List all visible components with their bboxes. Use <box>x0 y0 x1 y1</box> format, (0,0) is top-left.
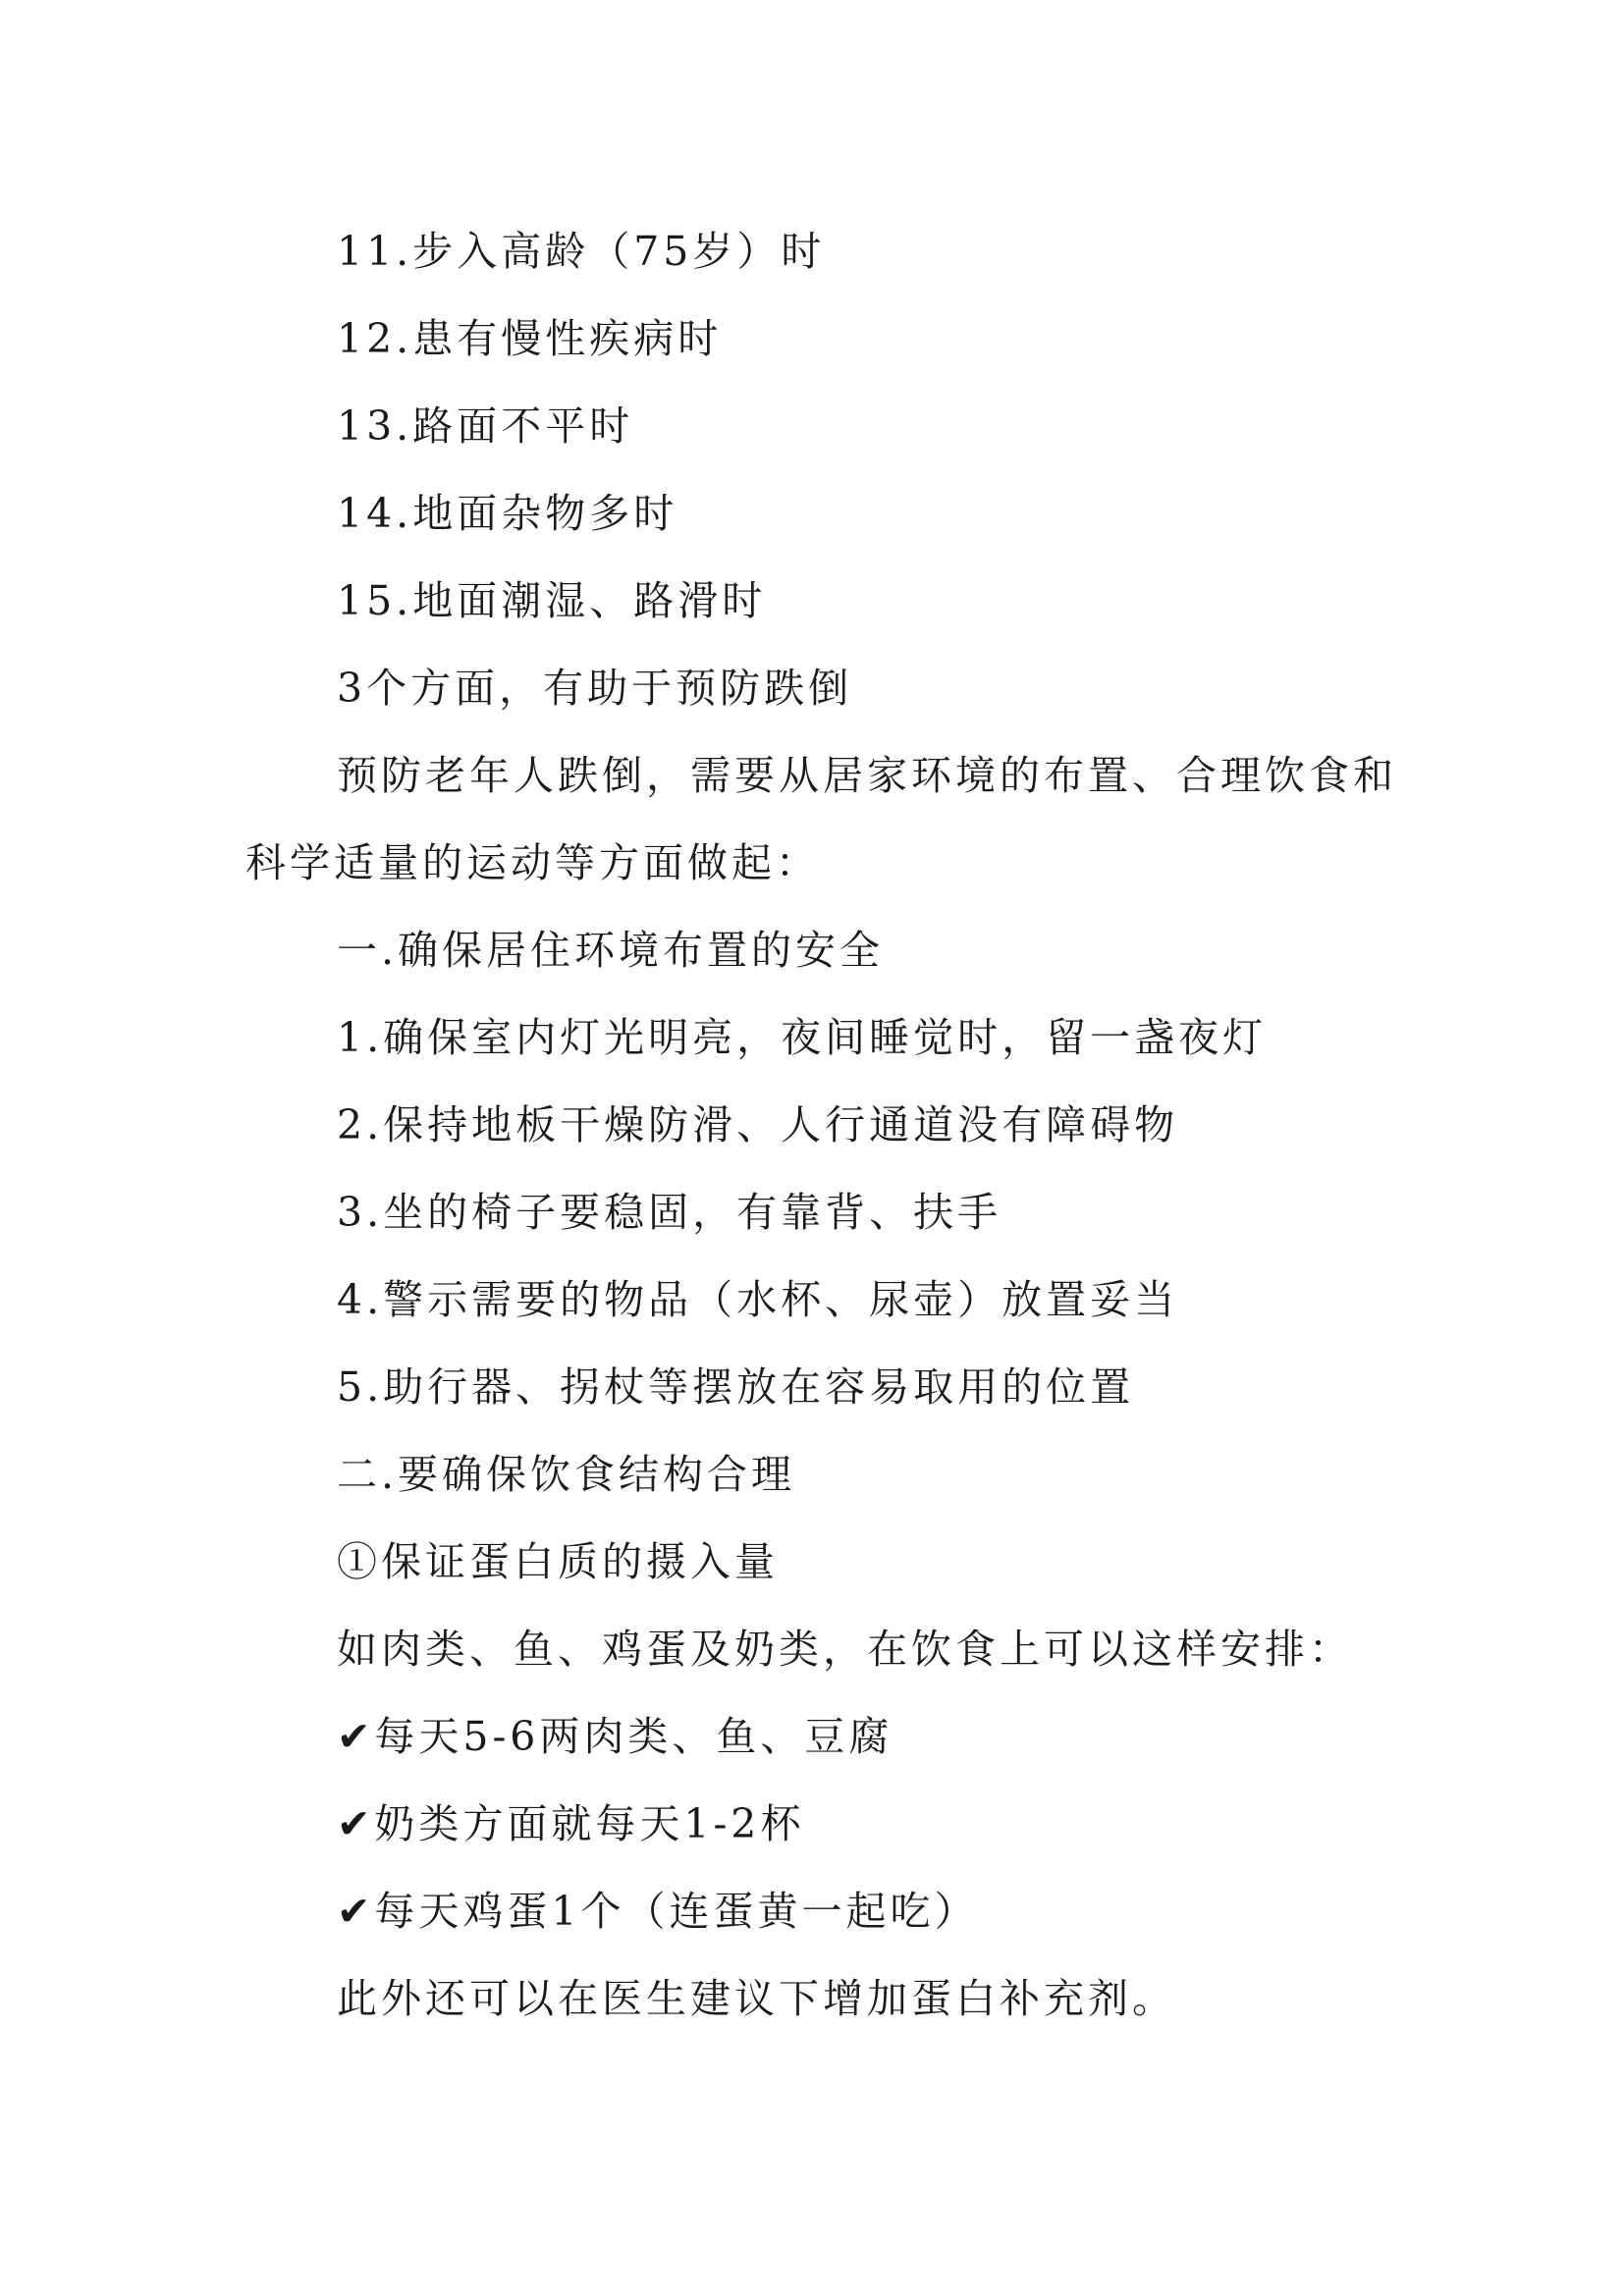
paragraph-line-continued: 科学适量的运动等方面做起： <box>245 839 820 886</box>
paragraph-line: 13.路面不平时 <box>337 402 634 450</box>
paragraph-line: 12.患有慢性疾病时 <box>337 315 723 362</box>
paragraph-line: 14.地面杂物多时 <box>337 490 678 537</box>
paragraph-line: 3.坐的椅子要稳固，有靠背、扶手 <box>337 1189 1002 1236</box>
check-list-item: ✔每天鸡蛋1个（连蛋黄一起吃） <box>337 1888 979 1935</box>
paragraph-line: 1.确保室内灯光明亮，夜间睡觉时，留一盏夜灯 <box>337 1014 1268 1061</box>
document-body <box>245 222 1397 2056</box>
paragraph-line: 此外还可以在医生建议下增加蛋白补充剂。 <box>337 1975 1176 2022</box>
paragraph-line: 4.警示需要的物品（水杯、尿壶）放置妥当 <box>337 1276 1179 1323</box>
paragraph-line: 如肉类、鱼、鸡蛋及奶类，在饮食上可以这样安排： <box>337 1626 1353 1673</box>
check-list-item: ✔奶类方面就每天1-2杯 <box>337 1800 805 1847</box>
paragraph-line: 15.地面潮湿、路滑时 <box>337 577 767 624</box>
paragraph-line: 预防老年人跌倒，需要从居家环境的布置、合理饮食和 <box>337 752 1397 799</box>
section-heading: 3个方面，有助于预防跌倒 <box>337 665 853 712</box>
check-list-item: ✔每天5-6两肉类、鱼、豆腐 <box>337 1713 893 1760</box>
section-heading: 二.要确保饮食结构合理 <box>337 1451 796 1498</box>
section-heading: 一.确保居住环境布置的安全 <box>337 927 885 974</box>
paragraph-line: 5.助行器、拐杖等摆放在容易取用的位置 <box>337 1363 1135 1411</box>
paragraph-line: 11.步入高龄（75岁）时 <box>337 228 826 275</box>
sub-heading: ①保证蛋白质的摄入量 <box>337 1538 779 1585</box>
paragraph-line: 2.保持地板干燥防滑、人行通道没有障碍物 <box>337 1101 1179 1148</box>
